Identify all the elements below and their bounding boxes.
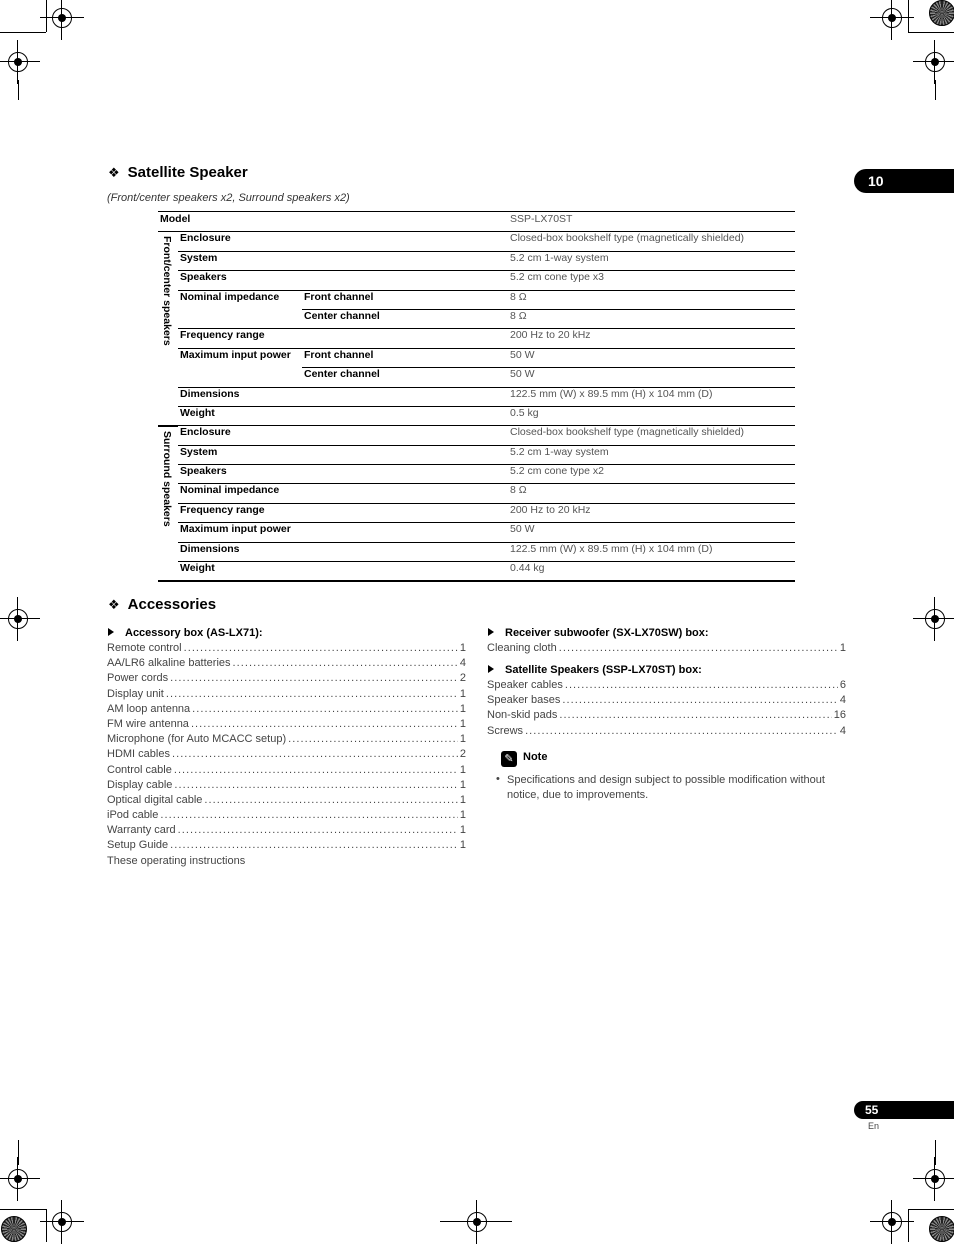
color-target-icon [1, 1216, 27, 1242]
chapter-tab: 10 [854, 169, 954, 193]
item-name: Speaker bases [487, 694, 561, 707]
crop-mark [18, 1140, 19, 1165]
triangle-bullet-icon [488, 665, 494, 673]
row-value: 5.2 cm cone type x2 [508, 465, 795, 484]
table-row [158, 387, 795, 406]
row-label: Nominal impedance [180, 290, 280, 303]
dot-leader [559, 641, 838, 656]
registration-mark-icon [465, 1210, 489, 1234]
item-quantity: 1 [459, 717, 466, 730]
item-quantity: 1 [459, 687, 466, 700]
table-row [158, 212, 795, 232]
item-quantity: 16 [833, 709, 846, 722]
dot-leader [562, 693, 837, 708]
dot-leader [191, 717, 458, 732]
item-name: Power cords [107, 672, 169, 685]
row-sublabel: Center channel [302, 309, 508, 328]
crop-mark [908, 0, 909, 32]
dot-leader [160, 808, 458, 823]
table-row [158, 445, 795, 464]
row-value: 122.5 mm (W) x 89.5 mm (H) x 104 mm (D) [508, 387, 795, 406]
row-value: 0.44 kg [508, 562, 795, 582]
crop-mark [0, 32, 46, 33]
list-item [107, 732, 466, 747]
color-target-icon [929, 0, 954, 26]
model-label: Model [158, 212, 508, 232]
item-quantity: 6 [839, 679, 846, 691]
satellite-box-list [487, 678, 846, 739]
table-row [158, 523, 795, 542]
crop-mark [18, 80, 19, 100]
item-name: FM wire antenna [107, 717, 189, 730]
dot-leader [184, 641, 458, 656]
row-value: Closed-box bookshelf type (magnetically shielded) [508, 232, 795, 251]
row-value: 5.2 cm 1-way system [508, 445, 795, 464]
dot-leader [166, 687, 458, 702]
list-item [487, 724, 846, 739]
item-name: Setup Guide [107, 839, 169, 852]
item-name: Control cable [107, 763, 172, 776]
registration-mark-icon [880, 6, 904, 30]
dot-leader [565, 678, 838, 693]
item-name: HDMI cables [107, 748, 170, 761]
table-row [158, 503, 795, 522]
dot-leader [174, 778, 457, 793]
item-quantity: 4 [839, 724, 846, 737]
box-title: Accessory box (AS-LX71): [125, 627, 263, 639]
item-name: These operating instructions [107, 854, 246, 867]
spec-subtitle: (Front/center speakers x2, Surround speakers x2) [107, 192, 350, 204]
item-quantity: 1 [459, 824, 466, 837]
list-item [107, 717, 466, 732]
dot-leader [170, 838, 458, 853]
box-title: Satellite Speakers (SSP-LX70ST) box: [505, 664, 702, 676]
registration-mark-icon [923, 1167, 947, 1191]
row-value: 5.2 cm cone type x3 [508, 271, 795, 290]
list-item [107, 702, 466, 717]
satellite-box-heading [488, 664, 702, 676]
crop-mark [908, 1209, 909, 1242]
list-item [487, 693, 846, 708]
item-name: Remote control [107, 642, 182, 654]
list-item [107, 808, 466, 823]
table-row [158, 348, 795, 367]
dot-leader [172, 747, 458, 762]
list-item [107, 838, 466, 853]
item-name: Warranty card [107, 824, 176, 837]
crop-mark [908, 1209, 954, 1210]
list-item [107, 823, 466, 838]
list-item [107, 687, 466, 702]
row-label: Frequency range [178, 329, 508, 348]
dot-leader [233, 656, 458, 671]
registration-mark-icon [50, 6, 74, 30]
item-name: AA/LR6 alkaline batteries [107, 657, 231, 670]
dot-leader [170, 671, 458, 686]
row-value: 8 Ω [508, 309, 795, 328]
crop-mark [908, 32, 954, 33]
list-item [107, 671, 466, 686]
group-label-text: Front/center speakers [161, 236, 173, 347]
item-quantity: 1 [459, 839, 466, 852]
item-name: Microphone (for Auto MCACC setup) [107, 733, 287, 746]
section-heading-satellite [108, 164, 248, 181]
table-row [158, 251, 795, 270]
row-value: 200 Hz to 20 kHz [508, 329, 795, 348]
crop-mark [0, 1209, 46, 1210]
accessory-box-heading [108, 627, 263, 639]
table-row [158, 426, 795, 445]
item-quantity: 1 [459, 763, 466, 776]
row-label: Enclosure [178, 232, 508, 251]
item-name: Display cable [107, 778, 173, 791]
subwoofer-box-heading [488, 627, 709, 639]
item-quantity: 1 [459, 642, 466, 654]
table-row [158, 232, 795, 251]
crop-mark [935, 1140, 936, 1165]
item-quantity: 2 [459, 672, 466, 685]
list-item [107, 747, 466, 762]
item-name: Optical digital cable [107, 793, 203, 806]
section-heading-accessories [108, 596, 216, 613]
item-quantity: 1 [459, 702, 466, 715]
row-value: 50 W [508, 348, 795, 367]
dot-leader [204, 793, 457, 808]
crop-mark [935, 80, 936, 100]
table-row [158, 406, 795, 425]
row-sublabel: Front channel [302, 348, 508, 367]
subwoofer-box-list [487, 641, 846, 656]
item-name: Cleaning cloth [487, 642, 557, 654]
list-item [487, 678, 846, 693]
row-label: Speakers [178, 271, 508, 290]
color-target-icon [929, 1216, 954, 1242]
dot-leader [288, 732, 458, 747]
row-value: Closed-box bookshelf type (magnetically shielded) [508, 426, 795, 445]
row-sublabel: Center channel [302, 368, 508, 387]
triangle-bullet-icon [488, 628, 494, 636]
dot-leader [192, 702, 458, 717]
crop-mark [440, 1221, 512, 1222]
list-item [107, 778, 466, 793]
list-item [487, 708, 846, 723]
note-bullet-icon: • [496, 773, 500, 785]
group-label-text: Surround speakers [161, 430, 173, 527]
row-value: 5.2 cm 1-way system [508, 251, 795, 270]
list-item [107, 854, 466, 869]
table-row [158, 290, 795, 309]
row-label: Dimensions [178, 542, 508, 561]
row-label: Speakers [178, 465, 508, 484]
item-quantity: 4 [839, 694, 846, 707]
row-label: Weight [178, 562, 508, 582]
row-value: 50 W [508, 368, 795, 387]
row-value: 8 Ω [508, 484, 795, 503]
registration-mark-icon [50, 1210, 74, 1234]
row-label: System [178, 445, 508, 464]
group-label-front [158, 232, 178, 426]
accessory-list [107, 641, 466, 869]
item-quantity: 4 [459, 657, 466, 670]
dot-leader [559, 708, 831, 723]
registration-mark-icon [923, 607, 947, 631]
row-label: Maximum input power [180, 348, 291, 361]
diamond-bullet-icon: ❖ [108, 597, 120, 612]
item-name: AM loop antenna [107, 702, 191, 715]
list-item [487, 641, 846, 656]
table-row [158, 562, 795, 582]
item-quantity: 1 [459, 733, 466, 746]
section-heading-text: Satellite Speaker [127, 164, 248, 181]
page-number: 55 [854, 1101, 954, 1119]
row-label: Dimensions [178, 387, 508, 406]
list-item [107, 793, 466, 808]
item-quantity: 1 [459, 809, 466, 822]
item-name: Non-skid pads [487, 709, 558, 722]
model-value: SSP-LX70ST [508, 212, 795, 232]
item-quantity: 2 [459, 748, 466, 761]
table-row [158, 542, 795, 561]
group-label-surround [158, 426, 178, 582]
box-title: Receiver subwoofer (SX-LX70SW) box: [505, 627, 709, 639]
crop-mark [46, 1209, 47, 1242]
language-label: En [868, 1121, 880, 1131]
diamond-bullet-icon: ❖ [108, 165, 120, 180]
registration-mark-icon [6, 607, 30, 631]
dot-leader [174, 763, 458, 778]
registration-mark-icon [923, 50, 947, 74]
triangle-bullet-icon [108, 628, 114, 636]
note-text: Specifications and design subject to possible modification without notice, due to improvements. [507, 774, 825, 801]
item-quantity: 1 [459, 793, 466, 806]
registration-mark-icon [6, 50, 30, 74]
table-row [158, 465, 795, 484]
note-title: Note [523, 751, 548, 763]
table-row [158, 329, 795, 348]
table-row [158, 271, 795, 290]
row-label: Nominal impedance [178, 484, 508, 503]
item-name: Speaker cables [487, 679, 563, 691]
row-sublabel: Front channel [302, 290, 508, 309]
section-heading-text: Accessories [127, 596, 217, 613]
row-label: Weight [178, 406, 508, 425]
item-quantity: 1 [459, 778, 466, 791]
list-item [107, 656, 466, 671]
registration-mark-icon [6, 1167, 30, 1191]
item-name: iPod cable [107, 809, 159, 822]
item-name: Display unit [107, 687, 164, 700]
list-item [107, 763, 466, 778]
dot-leader [178, 823, 458, 838]
row-label: Maximum input power [178, 523, 508, 542]
table-row [158, 484, 795, 503]
dot-leader [525, 724, 838, 739]
row-value: 50 W [508, 523, 795, 542]
note-pencil-icon: ✎ [501, 751, 517, 767]
row-value: 200 Hz to 20 kHz [508, 503, 795, 522]
registration-mark-icon [880, 1210, 904, 1234]
row-label: System [178, 251, 508, 270]
row-value: 0.5 kg [508, 406, 795, 425]
row-value: 8 Ω [508, 290, 795, 309]
list-item [107, 641, 466, 656]
row-value: 122.5 mm (W) x 89.5 mm (H) x 104 mm (D) [508, 542, 795, 561]
row-label: Frequency range [178, 503, 508, 522]
crop-mark [46, 0, 47, 32]
spec-table [158, 211, 795, 582]
item-quantity: 1 [839, 642, 846, 654]
item-name: Screws [487, 724, 524, 737]
row-label: Enclosure [178, 426, 508, 445]
